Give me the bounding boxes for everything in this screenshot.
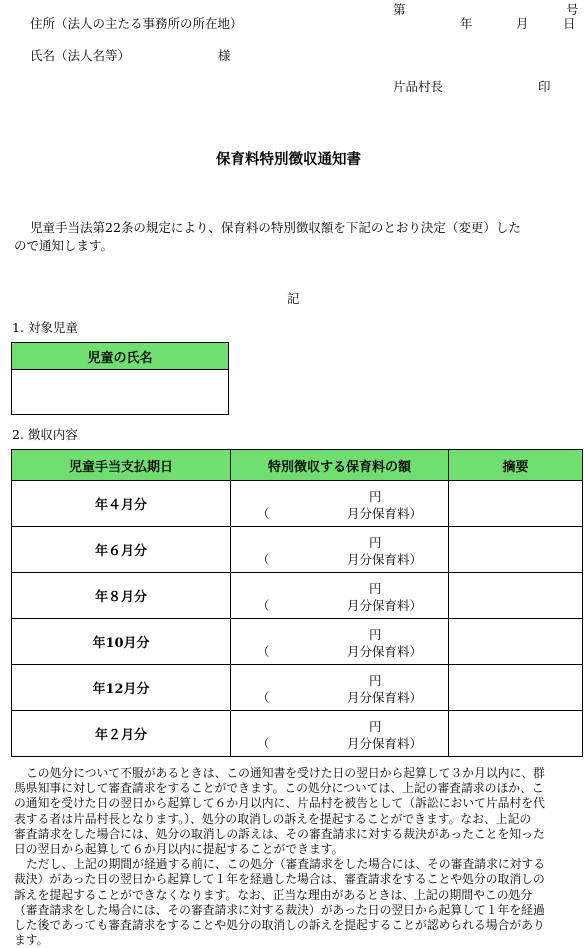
paren-open: （ (257, 506, 270, 521)
child-table (11, 342, 229, 415)
table-row (12, 527, 583, 573)
notice-line: 裁決）があった日の翌日から起算して１年を経過した場合は、審査請求をすることや処分の取消しの (14, 872, 545, 887)
day-label: 日 (563, 16, 576, 31)
section2-heading: 2. 徴収内容 (12, 427, 78, 442)
period-cell: 年６月分 (12, 527, 231, 573)
period-cell: 年10月分 (12, 619, 231, 665)
yen-label: 円 (369, 581, 382, 596)
period-cell: 年12月分 (12, 665, 231, 711)
table-row (12, 711, 583, 757)
mayor-label: 片品村長 (393, 79, 444, 94)
paren-open: （ (257, 598, 270, 613)
yen-label: 円 (369, 719, 382, 734)
paren-open: （ (257, 644, 270, 659)
sama-label: 様 (218, 48, 231, 63)
notice-line: この処分について不服があるときは、この通知書を受けた日の翌日から起算して３か月以内に、群 (26, 766, 545, 780)
yen-label: 円 (369, 535, 382, 550)
header-remarks: 摘要 (449, 450, 583, 481)
notice-line: した後であっても審査請求をすることや処分の取消しの訴えを提起することが認められる場合があり (14, 918, 545, 933)
period-cell: 年２月分 (12, 711, 231, 757)
seal-label: 印 (538, 79, 551, 94)
remarks-cell (449, 527, 583, 573)
number-suffix: 号 (566, 2, 579, 17)
notice-line: （審査請求をした場合には、その審査請求に対する裁決）があった日の翌日から起算して１年を経過 (14, 902, 545, 917)
table-row (12, 619, 583, 665)
month-label: 月 (516, 16, 529, 31)
month-fee-label: 月分保育料） (347, 690, 423, 705)
amount-cell (231, 527, 449, 573)
month-fee-label: 月分保育料） (347, 644, 423, 659)
notice-line: の通知を受けた日の翌日から起算して６か月以内に、片品村を被告として（訴訟において片品村を代 (14, 796, 545, 811)
month-fee-label: 月分保育料） (347, 598, 423, 613)
section1-heading: 1. 対象児童 (12, 320, 78, 335)
document-title: 保育料特別徴収通知書 (216, 151, 361, 168)
remarks-cell (449, 619, 583, 665)
appeal-notice (14, 766, 582, 948)
notice-line: 馬県知事に対して審査請求をすることができます。この処分については、上記の審査請求のほか、こ (14, 781, 544, 796)
ki-label: 記 (287, 291, 300, 306)
month-fee-label: 月分保育料） (347, 506, 423, 521)
yen-label: 円 (369, 489, 382, 504)
header-amount: 特別徴収する保育料の額 (231, 450, 449, 481)
remarks-cell (449, 573, 583, 619)
intro-line-2: ので通知します。 (14, 238, 114, 253)
month-fee-label: 月分保育料） (347, 552, 423, 567)
notice-line: 審査請求をした場合には、処分の取消しの訴えは、その審査請求に対する裁決があったことを知った (14, 826, 545, 841)
yen-label: 円 (369, 673, 382, 688)
remarks-cell (449, 711, 583, 757)
name-label: 氏名（法人名等） (30, 48, 131, 63)
child-name-cell (12, 370, 229, 415)
number-label: 第 (393, 2, 406, 17)
yen-label: 円 (369, 627, 382, 642)
table-row (12, 573, 583, 619)
amount-cell (231, 665, 449, 711)
collection-table (11, 449, 583, 757)
paren-open: （ (257, 736, 270, 751)
period-cell: 年８月分 (12, 573, 231, 619)
period-cell: 年４月分 (12, 481, 231, 527)
child-name-header: 児童の氏名 (12, 343, 229, 370)
amount-cell (231, 481, 449, 527)
paren-open: （ (257, 552, 270, 567)
amount-cell (231, 573, 449, 619)
notice-line: 表する者は片品村長となります。）、処分の取消しの訴えを提起することができます。なお、上記の (14, 811, 532, 826)
notice-line: 訴えを提起することができなくなります。なお、正当な理由があるときは、上記の期間やこの処分 (14, 887, 533, 902)
amount-cell (231, 711, 449, 757)
month-fee-label: 月分保育料） (347, 736, 423, 751)
amount-cell (231, 619, 449, 665)
remarks-cell (449, 481, 583, 527)
remarks-cell (449, 665, 583, 711)
header-payment-date: 児童手当支払期日 (12, 450, 231, 481)
table-row (12, 665, 583, 711)
notice-line: 日の翌日から起算して６か月以内に提起することができます。 (14, 842, 344, 857)
intro-line-1: 児童手当法第22条の規定により、保育料の特別徴収額を下記のとおり決定（変更）した (30, 220, 521, 235)
paren-open: （ (257, 690, 270, 705)
year-label: 年 (460, 16, 473, 31)
address-label: 住所（法人の主たる事務所の所在地） (30, 16, 243, 31)
table-row (12, 481, 583, 527)
notice-line: ます。 (14, 933, 49, 948)
notice-line: ただし、上記の期間が経過する前に、この処分（審査請求をした場合には、その審査請求に対する (26, 857, 546, 872)
